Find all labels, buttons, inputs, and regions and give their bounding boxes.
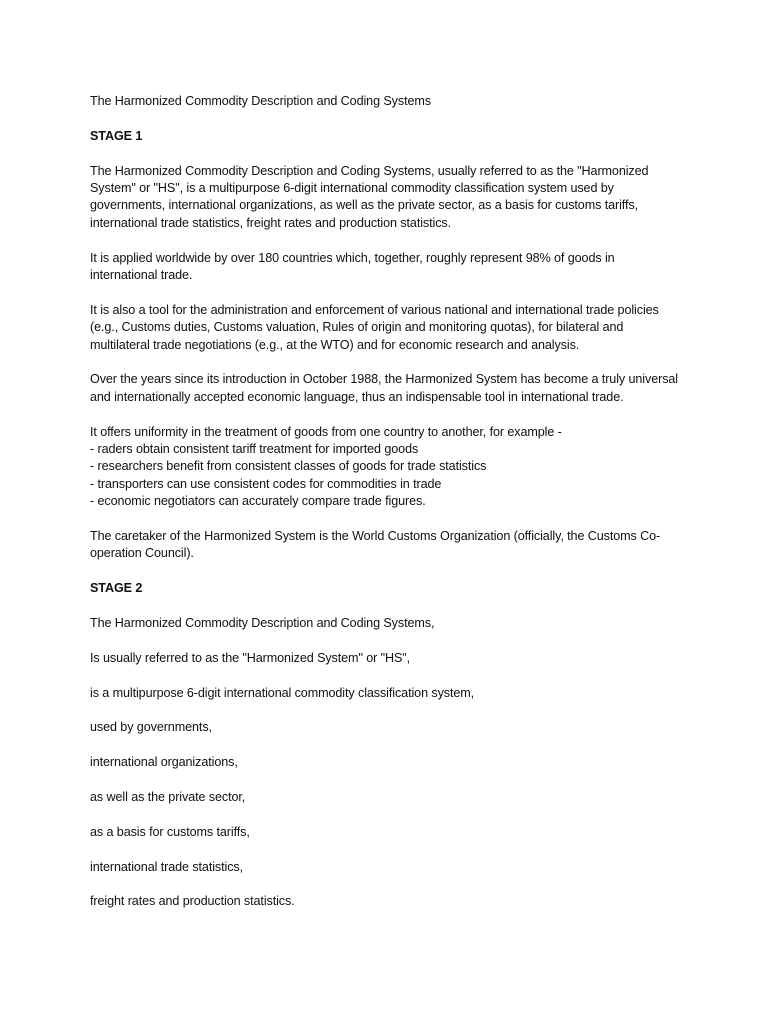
stage-2-line: Is usually referred to as the "Harmonized System" or "HS",: [90, 650, 411, 665]
list-item: - researchers benefit from consistent classes of goods for trade statistics: [90, 459, 487, 474]
stage-1-paragraph: The Harmonized Commodity Description and Coding Systems, usually referred to as the "Harmonized System" or "HS", is a multipurpose 6-digit international commodity classification system used by governments, international organizations, as well as the private sector, as a basis for customs tariffs, international trade statistics, freight rates and production statistics.: [90, 163, 649, 230]
stage-1-paragraph: Over the years since its introduction in October 1988, the Harmonized System has become a truly universal and internationally accepted economic language, thus an indispensable tool in international trade.: [90, 372, 678, 404]
stage-2-line: international trade statistics,: [90, 859, 244, 874]
stage-2-heading: STAGE 2: [90, 581, 143, 596]
stage-1-paragraph: The caretaker of the Harmonized System is the World Customs Organization (officially, the Customs Co-operation Council).: [90, 529, 661, 561]
uniformity-list: [90, 424, 680, 511]
stage-2-line: The Harmonized Commodity Description and Coding Systems,: [90, 616, 435, 631]
stage-1-heading: STAGE 1: [90, 128, 143, 143]
stage-2-line: international organizations,: [90, 755, 238, 770]
document-title: The Harmonized Commodity Description and Coding Systems: [90, 94, 431, 108]
list-item: - transporters can use consistent codes for commodities in trade: [90, 476, 442, 491]
stage-1-paragraph: It is applied worldwide by over 180 countries which, together, roughly represent 98% of goods in international trade.: [90, 250, 615, 283]
stage-2-line: as well as the private sector,: [90, 790, 246, 805]
stage-2-line: used by governments,: [90, 720, 212, 735]
stage-2-line: freight rates and production statistics.: [90, 894, 295, 909]
list-item: - economic negotiators can accurately compare trade figures.: [90, 494, 426, 509]
document-body: [90, 93, 680, 928]
stage-1-paragraph: It is also a tool for the administration and enforcement of various national and international trade policies (e.g., Customs duties, Customs valuation, Rules of origin and monitoring quotas), for bilateral and multilateral trade negotiations (e.g., at the WTO) and for economic research and analysis.: [90, 302, 659, 352]
stage-2-line: is a multipurpose 6-digit international commodity classification system,: [90, 685, 475, 700]
list-intro: It offers uniformity in the treatment of goods from one country to another, for example -: [90, 424, 562, 439]
list-item: - raders obtain consistent tariff treatment for imported goods: [90, 442, 419, 457]
stage-2-line: as a basis for customs tariffs,: [90, 824, 250, 839]
